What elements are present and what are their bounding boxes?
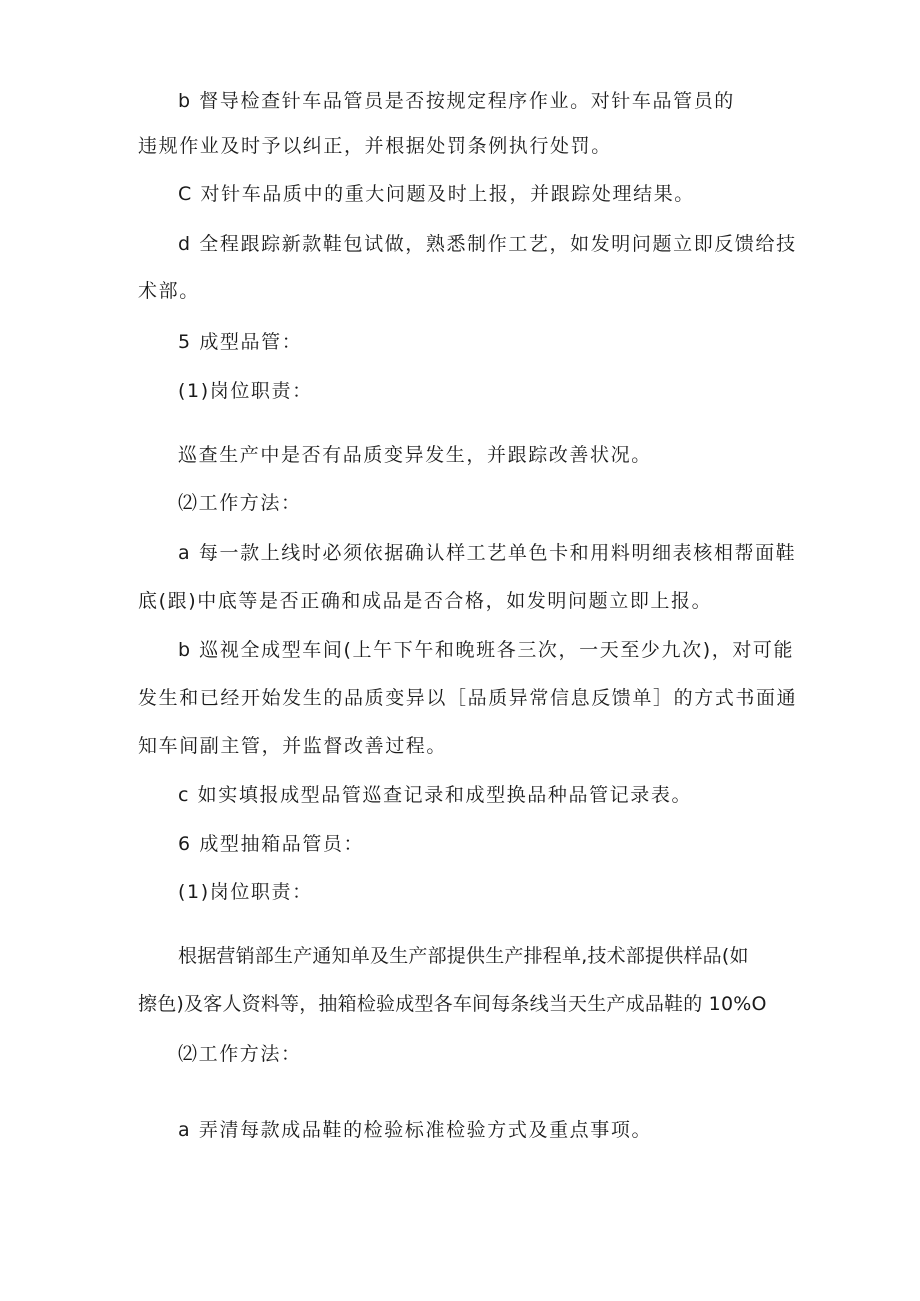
paragraph-line: c 如实填报成型品管巡查记录和成型换品种品管记录表。: [178, 784, 693, 806]
subsection-heading: ⑵工作方法：: [178, 492, 302, 514]
paragraph-line: 底(跟)中底等是否正确和成品是否合格，如发明问题立即上报。: [138, 590, 713, 612]
paragraph-line: 根据营销部生产通知单及生产部提供生产排程单,技术部提供样品(如: [178, 945, 749, 967]
paragraph-line: a 每一款上线时必须依据确认样工艺单色卡和用料明细表核相帮面鞋: [178, 542, 797, 564]
paragraph-line: 发生和已经开始发生的品质变异以［品质异常信息反馈单］的方式书面通: [138, 687, 798, 709]
subsection-heading: (1)岗位职责：: [178, 881, 313, 903]
paragraph-line: d 全程跟踪新款鞋包试做，熟悉制作工艺，如发明问题立即反馈给技: [178, 233, 797, 255]
subsection-heading: (1)岗位职责：: [178, 380, 313, 402]
paragraph-line: C 对针车品质中的重大问题及时上报，并跟踪处理结果。: [178, 183, 695, 205]
paragraph-line: b 巡视全成型车间(上午下午和晚班各三次，一天至少九次)，对可能: [178, 639, 795, 661]
paragraph-line: a 弄清每款成品鞋的检验标准检验方式及重点事项。: [178, 1119, 653, 1141]
section-heading: 6 成型抽箱品管员：: [178, 833, 365, 855]
paragraph-line: 巡查生产中是否有品质变异发生，并跟踪改善状况。: [178, 444, 652, 466]
subsection-heading: ⑵工作方法：: [178, 1043, 302, 1065]
paragraph-line: b 督导检查针车品管员是否按规定程序作业。对针车品管员的: [178, 90, 735, 112]
paragraph-line: 术部。: [138, 280, 200, 302]
paragraph-line: 违规作业及时予以纠正，并根据处罚条例执行处罚。: [138, 135, 612, 157]
section-heading: 5 成型品管：: [178, 331, 303, 353]
paragraph-line: 擦色)及客人资料等，抽箱检验成型各车间每条线当天生产成品鞋的 10%O: [138, 993, 767, 1015]
paragraph-line: 知车间副主管，并监督改善过程。: [138, 735, 448, 757]
